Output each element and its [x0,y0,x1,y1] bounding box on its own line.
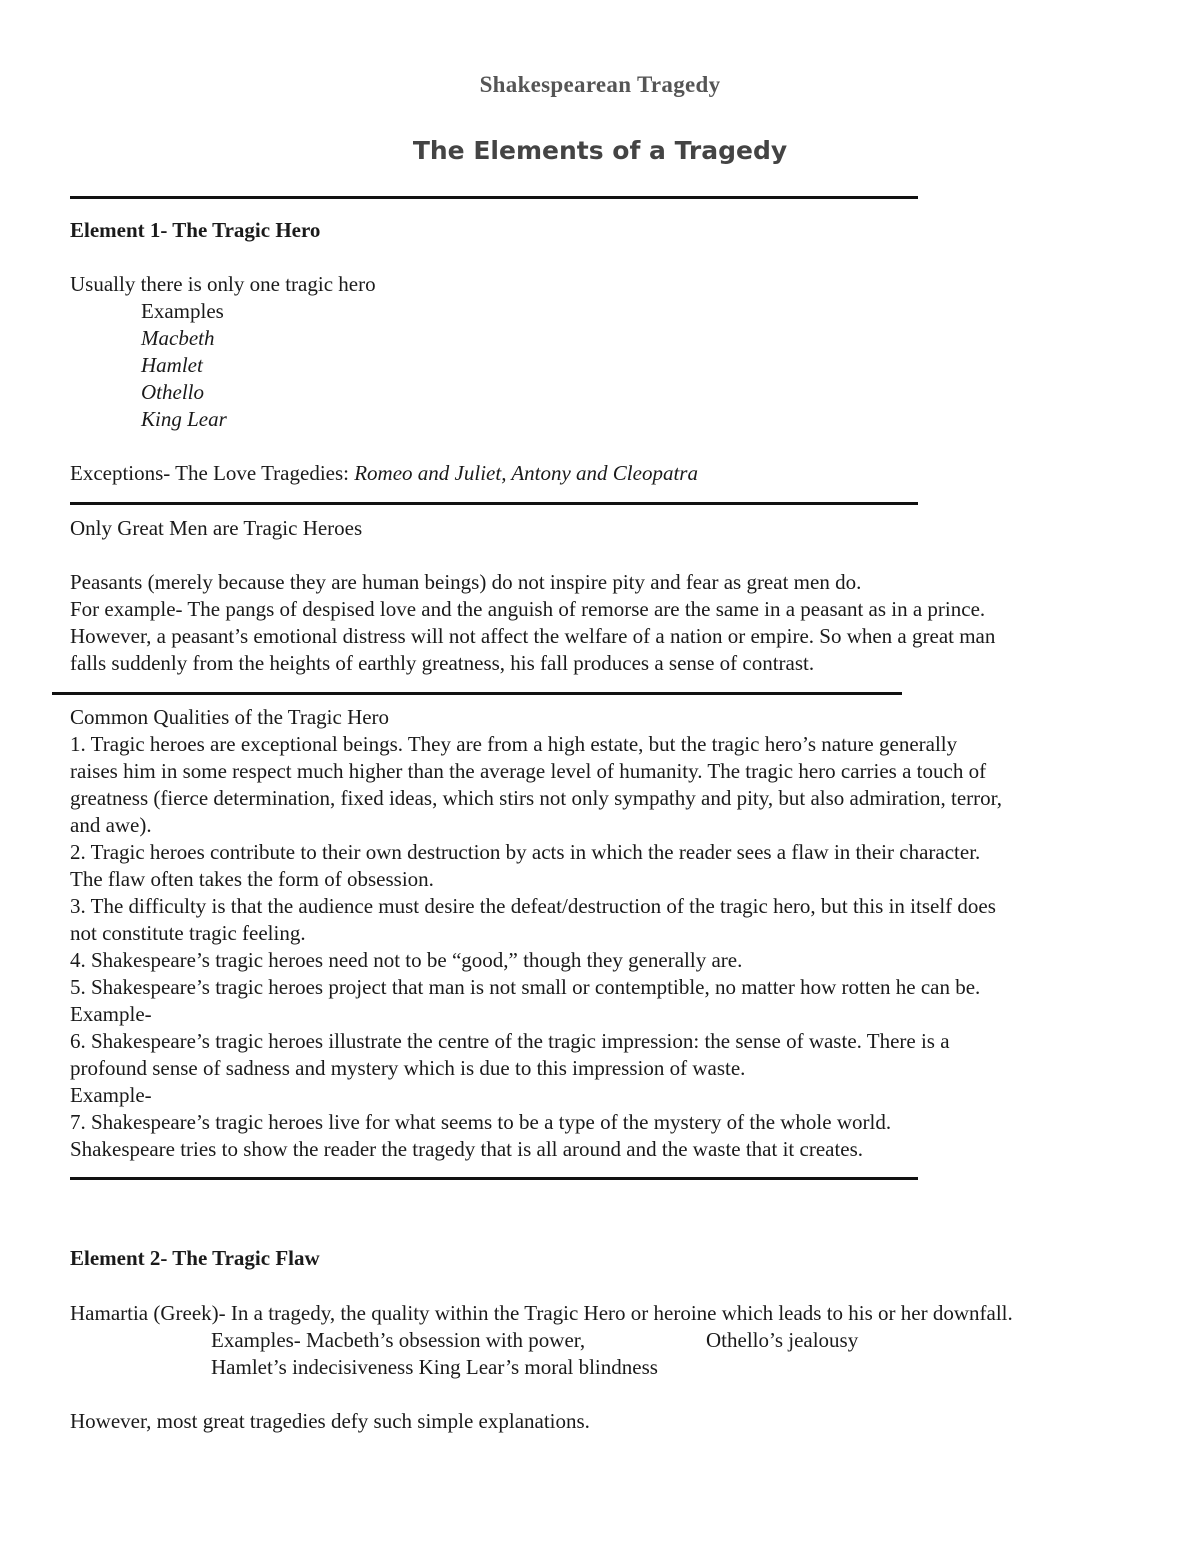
qualities-line: 4. Shakespeare’s tragic heroes need not to be “good,” though they generally are. [70,948,743,972]
examples-label: Examples [141,299,224,323]
great-men-line: falls suddenly from the heights of earthly greatness, his fall produces a sense of contrast. [70,651,815,675]
section-divider [70,196,918,199]
flaw-examples-b: Othello’s jealousy [706,1328,859,1352]
qualities-line: 1. Tragic heroes are exceptional beings. They are from a high estate, but the tragic hero’s nature generally [70,732,958,756]
qualities-line: 7. Shakespeare’s tragic heroes live for what seems to be a type of the mystery of the whole world. [70,1110,892,1134]
example-king-lear: King Lear [141,407,227,431]
element2-closing: However, most great tragedies defy such simple explanations. [70,1409,590,1433]
exceptions-titles: Romeo and Juliet, Antony and Cleopatra [354,461,698,485]
qualities-line: Example- [70,1083,152,1107]
great-men-line: Peasants (merely because they are human beings) do not inspire pity and fear as great men do. [70,570,862,594]
example-hamlet: Hamlet [141,353,203,377]
example-othello: Othello [141,380,204,404]
flaw-examples-c: Hamlet’s indecisiveness King Lear’s moral blindness [211,1355,658,1379]
qualities-line: 5. Shakespeare’s tragic heroes project that man is not small or contemptible, no matter how rotten he can be. [70,975,981,999]
exceptions-prefix: Exceptions- The Love Tragedies: [70,461,355,485]
great-men-line: However, a peasant’s emotional distress will not affect the welfare of a nation or empire. So when a great man [70,624,996,648]
great-men-line: For example- The pangs of despised love and the anguish of remorse are the same in a peasant as in a prince. [70,597,986,621]
qualities-line: raises him in some respect much higher than the average level of humanity. The tragic hero carries a touch of [70,759,987,783]
qualities-line: 3. The difficulty is that the audience must desire the defeat/destruction of the tragic hero, but this in itself does [70,894,996,918]
section-divider [52,692,902,695]
section-divider [70,1177,918,1180]
qualities-line: 6. Shakespeare’s tragic heroes illustrate the centre of the tragic impression: the sense of waste. There is a [70,1029,950,1053]
qualities-line: profound sense of sadness and mystery which is due to this impression of waste. [70,1056,746,1080]
qualities-line: The flaw often takes the form of obsession. [70,867,434,891]
element1-intro: Usually there is only one tragic hero [70,272,376,296]
exceptions-line [70,460,698,487]
hamartia-definition: Hamartia (Greek)- In a tragedy, the quality within the Tragic Hero or heroine which leads to his or her downfall. [70,1301,1013,1325]
great-men-heading: Only Great Men are Tragic Heroes [70,516,363,540]
qualities-line: 2. Tragic heroes contribute to their own destruction by acts in which the reader sees a flaw in their character. [70,840,981,864]
flaw-examples-a: Examples- Macbeth’s obsession with power, [211,1328,586,1352]
element1-heading: Element 1- The Tragic Hero [70,218,321,242]
document-subtitle: The Elements of a Tragedy [412,136,788,165]
qualities-line: Example- [70,1002,152,1026]
qualities-line: greatness (fierce determination, fixed ideas, which stirs not only sympathy and pity, but also admiration, terror, [70,786,1003,810]
qualities-heading: Common Qualities of the Tragic Hero [70,705,390,729]
section-divider [70,502,918,505]
example-macbeth: Macbeth [141,326,215,350]
element2-heading: Element 2- The Tragic Flaw [70,1246,320,1270]
qualities-line: and awe). [70,813,152,837]
document-title: Shakespearean Tragedy [479,72,721,97]
qualities-line: not constitute tragic feeling. [70,921,306,945]
qualities-line: Shakespeare tries to show the reader the tragedy that is all around and the waste that it creates. [70,1137,864,1161]
